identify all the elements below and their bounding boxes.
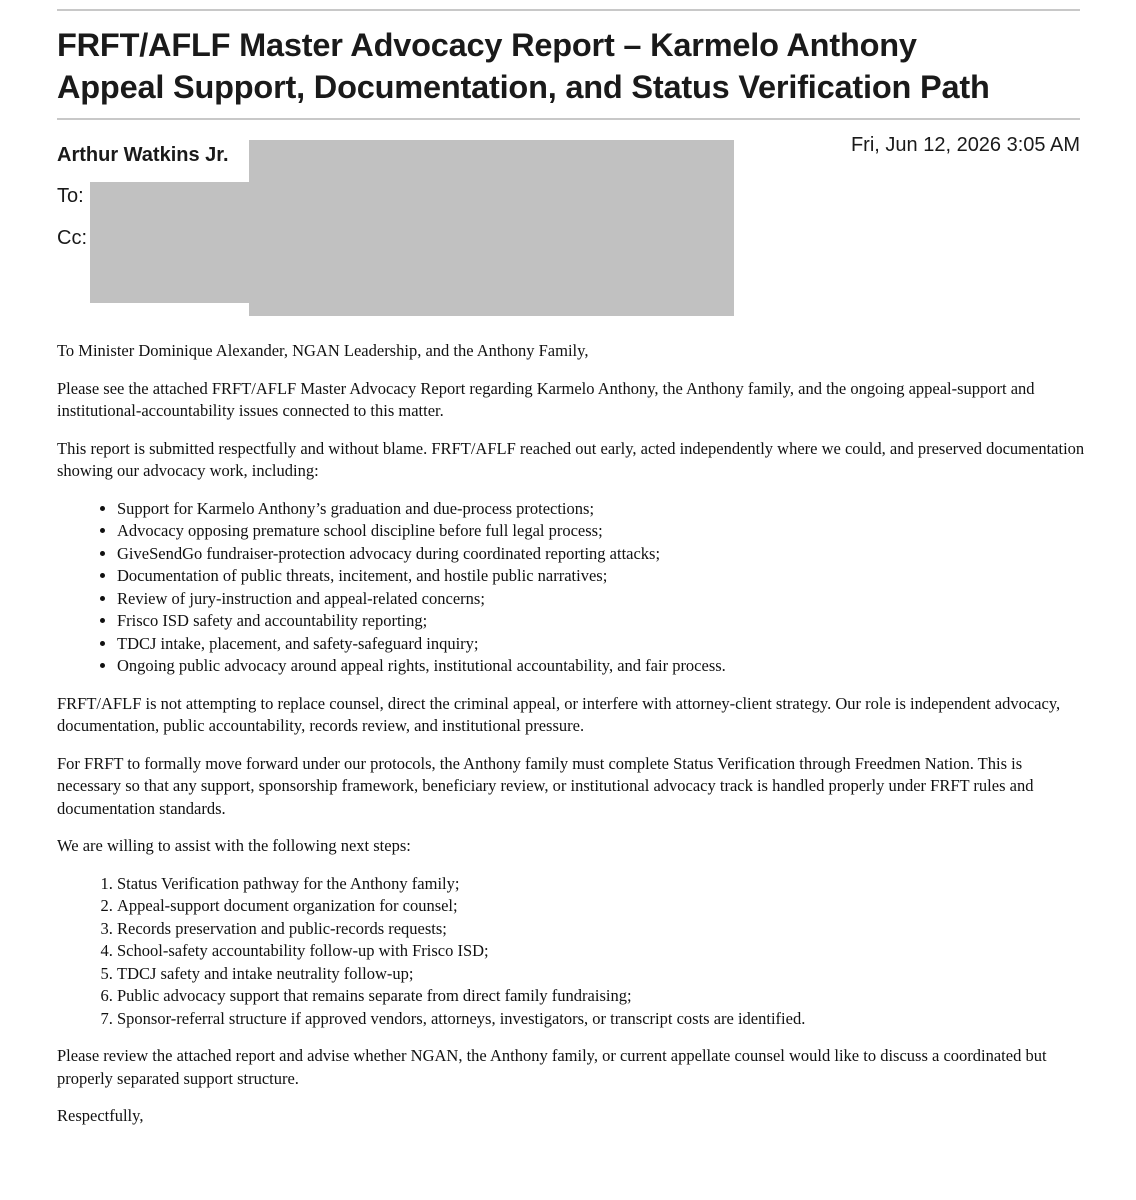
top-divider	[57, 9, 1080, 11]
next-steps-list	[57, 873, 1087, 1031]
paragraph-role: FRFT/AFLF is not attempting to replace counsel, direct the criminal appeal, or interfere with attorney-client strategy. Our role is independent advocacy, documentation, public accountability, records review, and institutional pressure.	[57, 693, 1061, 735]
list-item: • Advocacy opposing premature school discipline before full legal process;	[117, 520, 1087, 543]
list-item: 5. TDCJ safety and intake neutrality follow-up;	[117, 963, 1087, 986]
list-item: 3. Records preservation and public-records requests;	[117, 918, 1087, 941]
email-body	[57, 340, 1087, 1143]
list-item: • Documentation of public threats, incitement, and hostile public narratives;	[117, 565, 1087, 588]
advocacy-list	[57, 498, 1087, 678]
paragraph-advocacy: This report is submitted respectfully and without blame. FRFT/AFLF reached out early, acted independently where we could, and preserved documentation showing our advocacy work, including:	[57, 438, 1085, 480]
list-item: 7. Sponsor-referral structure if approved vendors, attorneys, investigators, or transcript costs are identified.	[117, 1008, 1087, 1031]
paragraph-verification: For FRFT to formally move forward under our protocols, the Anthony family must complete Status Verification through Freedmen Nation. This is necessary so that any support, sponsorship framework, beneficiary review, or institutional advocacy track is handled properly under FRFT rules and documentation standards.	[57, 753, 1034, 818]
list-item: • Ongoing public advocacy around appeal rights, institutional accountability, and fair process.	[117, 655, 1087, 678]
redacted-sender-address-block	[249, 140, 734, 316]
greeting: To Minister Dominique Alexander, NGAN Leadership, and the Anthony Family,	[57, 341, 589, 360]
cc-label: Cc:	[57, 227, 87, 249]
list-item: • Support for Karmelo Anthony’s graduation and due-process protections;	[117, 498, 1087, 521]
list-item: • TDCJ intake, placement, and safety-safeguard inquiry;	[117, 633, 1087, 656]
email-date: Fri, Jun 12, 2026 3:05 AM	[850, 134, 1080, 156]
redacted-recipients-block	[90, 182, 250, 303]
list-item: • Frisco ISD safety and accountability reporting;	[117, 610, 1087, 633]
to-label: To:	[57, 185, 84, 207]
paragraph-request: Please review the attached report and advise whether NGAN, the Anthony family, or current appellate counsel would like to discuss a coordinated but properly separated support structure.	[57, 1046, 1047, 1088]
list-item: 4. School-safety accountability follow-up with Frisco ISD;	[117, 940, 1087, 963]
sender-name[interactable]: Arthur Watkins Jr.	[57, 144, 229, 166]
email-subject	[57, 24, 1087, 108]
closing: Respectfully,	[57, 1106, 144, 1125]
paragraph-next-steps-intro: We are willing to assist with the following next steps:	[57, 836, 411, 855]
subject-line-1: FRFT/AFLF Master Advocacy Report – Karmelo Anthony	[57, 27, 917, 63]
list-item: • Review of jury-instruction and appeal-related concerns;	[117, 588, 1087, 611]
paragraph-intro: Please see the attached FRFT/AFLF Master Advocacy Report regarding Karmelo Anthony, the Anthony family, and the ongoing appeal-support and institutional-accountability issues connected to this matter.	[57, 378, 1035, 420]
header-divider	[57, 118, 1080, 120]
list-item: 1. Status Verification pathway for the Anthony family;	[117, 873, 1087, 896]
list-item: • GiveSendGo fundraiser-protection advocacy during coordinated reporting attacks;	[117, 543, 1087, 566]
list-item: 6. Public advocacy support that remains separate from direct family fundraising;	[117, 985, 1087, 1008]
subject-line-2: Appeal Support, Documentation, and Status Verification Path	[57, 69, 990, 105]
list-item: 2. Appeal-support document organization for counsel;	[117, 895, 1087, 918]
